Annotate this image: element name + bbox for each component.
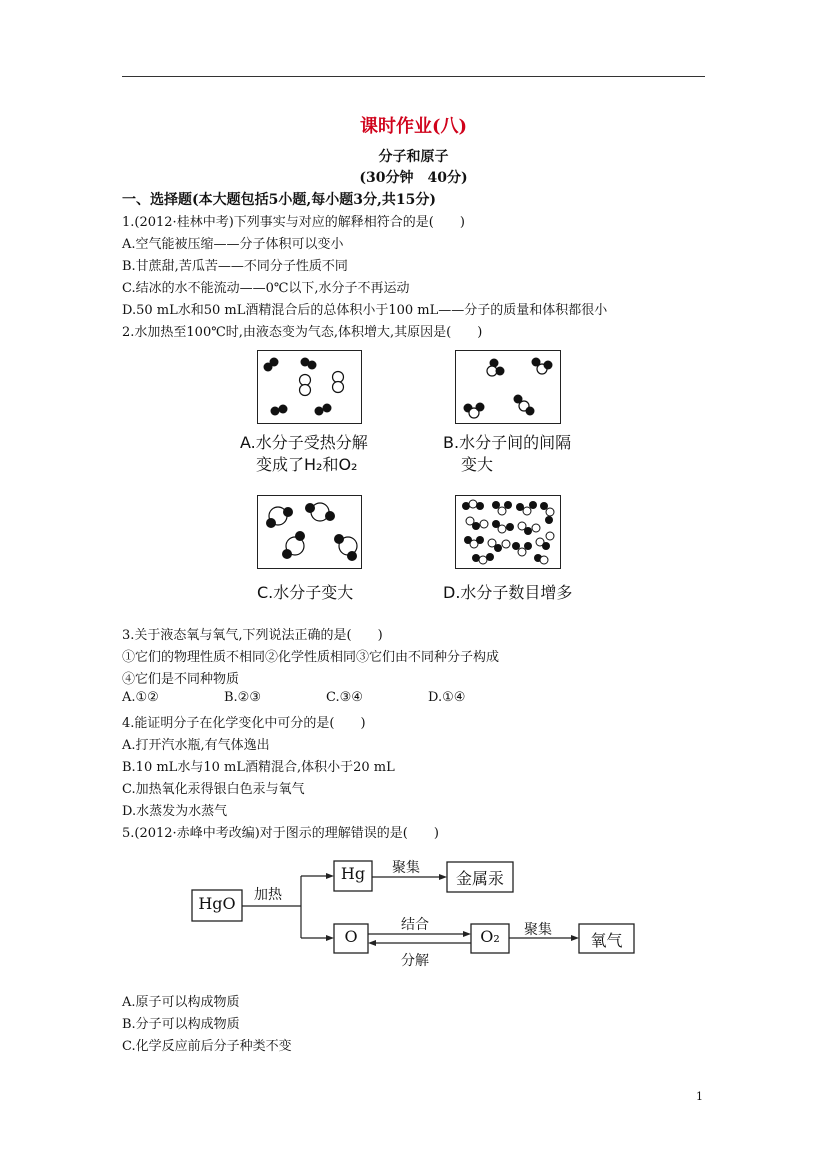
flow-combine: 结合 — [401, 917, 429, 933]
flow-decompose: 分解 — [401, 953, 429, 969]
q3-option-a: A.①② — [122, 690, 159, 705]
flow-hg: Hg — [340, 864, 366, 883]
molecules-b — [456, 351, 562, 426]
flow-gather-1: 聚集 — [392, 860, 420, 876]
q3-line2: ④它们是不同种物质 — [122, 672, 240, 687]
section-heading: 一、选择题(本大题包括5小题,每小题3分,共15分) — [122, 192, 436, 208]
q1-option-a: A.空气能被压缩——分子体积可以变小 — [122, 237, 344, 252]
q3-line1: ①它们的物理性质不相同②化学性质相同③它们由不同种分子构成 — [122, 650, 500, 665]
flow-o: O — [344, 927, 358, 946]
time-score: (30分钟 40分) — [359, 170, 468, 186]
flow-metal-mercury: 金属汞 — [455, 869, 504, 888]
q2-caption-d: D.水分子数目增多 — [443, 583, 573, 602]
flow-gather-2: 聚集 — [524, 922, 552, 938]
molecules-c — [258, 496, 364, 571]
page-number: 1 — [696, 1090, 703, 1103]
q1-option-c: C.结冰的水不能流动——0℃以下,水分子不再运动 — [122, 281, 410, 296]
molecules-a — [258, 351, 364, 426]
molecules-d — [456, 496, 562, 571]
page-title: 课时作业(八) — [359, 116, 468, 137]
q4-option-a: A.打开汽水瓶,有气体逸出 — [122, 738, 270, 753]
flow-o2: O₂ — [480, 927, 500, 946]
q5-option-a: A.原子可以构成物质 — [122, 995, 240, 1010]
q4-option-c: C.加热氧化汞得银白色汞与氧气 — [122, 782, 305, 797]
q2-caption-a1: A.水分子受热分解 — [240, 433, 368, 452]
q3-stem: 3.关于液态氧与氧气,下列说法正确的是( ) — [122, 628, 383, 643]
q5-option-b: B.分子可以构成物质 — [122, 1017, 240, 1032]
q2-caption-c: C.水分子变大 — [257, 583, 354, 602]
q1-stem: 1.(2012·桂林中考)下列事实与对应的解释相符合的是( ) — [122, 215, 465, 230]
q3-option-c: C.③④ — [326, 690, 363, 705]
q2-caption-b2: 变大 — [461, 455, 494, 474]
q4-option-d: D.水蒸发为水蒸气 — [122, 804, 228, 819]
q3-options — [122, 690, 465, 705]
q5-option-c: C.化学反应前后分子种类不变 — [122, 1039, 292, 1054]
q5-stem: 5.(2012·赤峰中考改编)对于图示的理解错误的是( ) — [122, 826, 439, 841]
q4-stem: 4.能证明分子在化学变化中可分的是( ) — [122, 716, 366, 731]
header-rule — [122, 76, 705, 77]
page-subtitle: 分子和原子 — [378, 149, 449, 165]
flow-hgo: HgO — [198, 894, 236, 913]
q2-stem: 2.水加热至100℃时,由液态变为气态,体积增大,其原因是( ) — [122, 325, 483, 340]
q2-caption-a2: 变成了H₂和O₂ — [256, 455, 358, 474]
q3-option-d: D.①④ — [428, 690, 466, 705]
q2-caption-b1: B.水分子间的间隔 — [443, 433, 572, 452]
q1-option-b: B.甘蔗甜,苦瓜苦——不同分子性质不同 — [122, 259, 348, 274]
flow-heat: 加热 — [254, 887, 282, 903]
q1-option-d: D.50 mL水和50 mL酒精混合后的总体积小于100 mL——分子的质量和体积都很小 — [122, 303, 608, 318]
q3-option-b: B.②③ — [224, 690, 261, 705]
q4-option-b: B.10 mL水与10 mL酒精混合,体积小于20 mL — [122, 760, 395, 775]
flow-oxygen: 氧气 — [590, 931, 623, 950]
